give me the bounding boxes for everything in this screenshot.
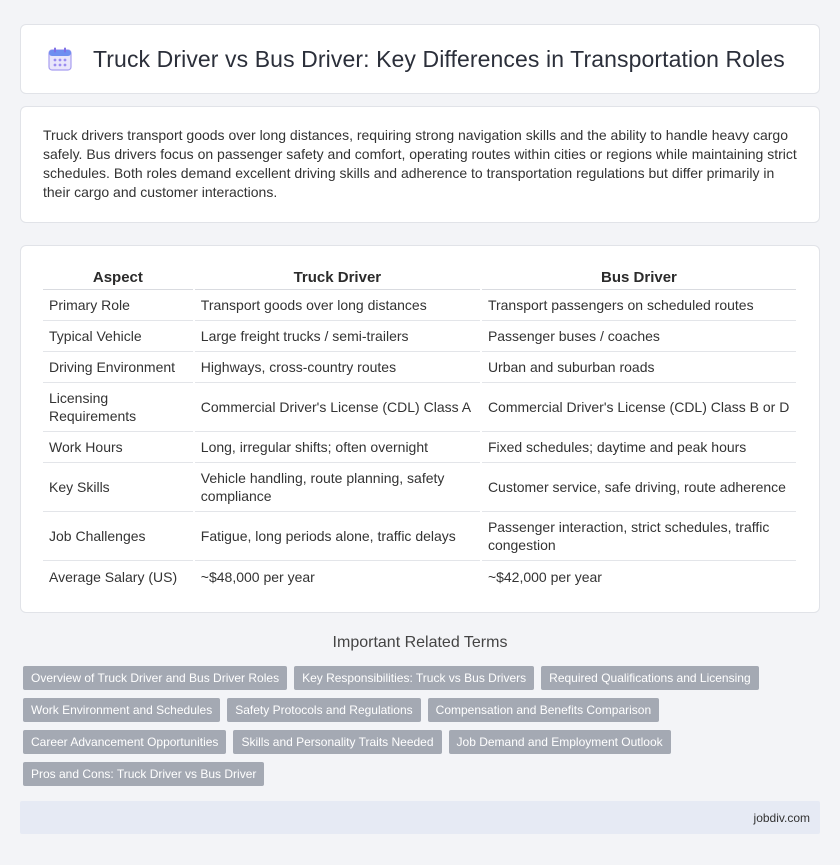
table-cell: Key Skills [43, 463, 193, 512]
table-cell: Commercial Driver's License (CDL) Class B or D [482, 383, 796, 432]
related-term-tag[interactable]: Work Environment and Schedules [23, 698, 220, 722]
related-term-tag[interactable]: Skills and Personality Traits Needed [233, 730, 441, 754]
table-row [43, 512, 796, 561]
table-cell: Passenger buses / coaches [482, 321, 796, 352]
table-cell: Fatigue, long periods alone, traffic delays [195, 512, 480, 561]
table-cell: Vehicle handling, route planning, safety compliance [195, 463, 480, 512]
table-cell: Average Salary (US) [49, 568, 178, 585]
table-cell: Licensing Requirements [43, 383, 193, 432]
table-cell: Job Challenges [43, 512, 193, 561]
related-term-tag[interactable]: Required Qualifications and Licensing [541, 666, 758, 690]
table-cell: Transport goods over long distances [195, 290, 480, 321]
related-term-tag[interactable]: Career Advancement Opportunities [23, 730, 226, 754]
related-term-tag[interactable]: Overview of Truck Driver and Bus Driver Roles [23, 666, 287, 690]
related-terms-title: Important Related Terms [332, 634, 508, 651]
table-cell: Customer service, safe driving, route adherence [482, 463, 796, 512]
related-term-tag[interactable]: Job Demand and Employment Outlook [449, 730, 671, 754]
table-cell: Large freight trucks / semi-trailers [195, 321, 480, 352]
table-cell: Commercial Driver's License (CDL) Class A [195, 383, 480, 432]
related-term-tag[interactable]: Pros and Cons: Truck Driver vs Bus Driver [23, 762, 264, 786]
table-cell: Long, irregular shifts; often overnight [195, 432, 480, 463]
table-cell: Transport passengers on scheduled routes [482, 290, 796, 321]
table-row [43, 321, 796, 352]
comparison-table [41, 266, 798, 592]
intro-card [20, 106, 820, 223]
table-cell: ~$42,000 per year [487, 568, 602, 585]
header-bus-driver: Bus Driver [482, 266, 796, 290]
table-row [43, 383, 796, 432]
comparison-card [20, 245, 820, 613]
header-aspect: Aspect [43, 266, 193, 290]
table-header-row [43, 266, 796, 290]
intro-text: Truck drivers transport goods over long distances, requiring strong navigation skills and the ability to handle heavy cargo safely. Bus drivers focus on passenger safety and comfort, operating routes within cities or regions while maintaining strict schedules. Both roles demand excellent driving skills and adherence to transportation regulations but differ primarily in their cargo and customer interactions. [43, 127, 797, 200]
header-truck-driver: Truck Driver [195, 266, 480, 290]
table-cell: Urban and suburban roads [482, 352, 796, 383]
table-cell: Work Hours [43, 432, 193, 463]
table-cell: Fixed schedules; daytime and peak hours [482, 432, 796, 463]
table-cell: Typical Vehicle [43, 321, 193, 352]
related-terms-list [23, 666, 813, 786]
table-row [43, 432, 796, 463]
table-cell: Driving Environment [43, 352, 193, 383]
related-term-tag[interactable]: Safety Protocols and Regulations [227, 698, 420, 722]
table-cell: Passenger interaction, strict schedules, traffic congestion [482, 512, 796, 561]
table-cell: ~$48,000 per year [200, 568, 315, 585]
table-cell: Highways, cross-country routes [195, 352, 480, 383]
footer-site-link[interactable]: jobdiv.com [753, 810, 810, 825]
table-row [43, 352, 796, 383]
related-term-tag[interactable]: Key Responsibilities: Truck vs Bus Drivers [294, 666, 534, 690]
table-cell: Primary Role [43, 290, 193, 321]
page-title: Truck Driver vs Bus Driver: Key Differences in Transportation Roles [93, 45, 785, 72]
footer [20, 801, 820, 834]
calendar-icon [45, 44, 75, 74]
table-row [43, 463, 796, 512]
table-row [43, 561, 796, 592]
header-card [20, 24, 820, 94]
table-row [43, 290, 796, 321]
related-term-tag[interactable]: Compensation and Benefits Comparison [428, 698, 659, 722]
